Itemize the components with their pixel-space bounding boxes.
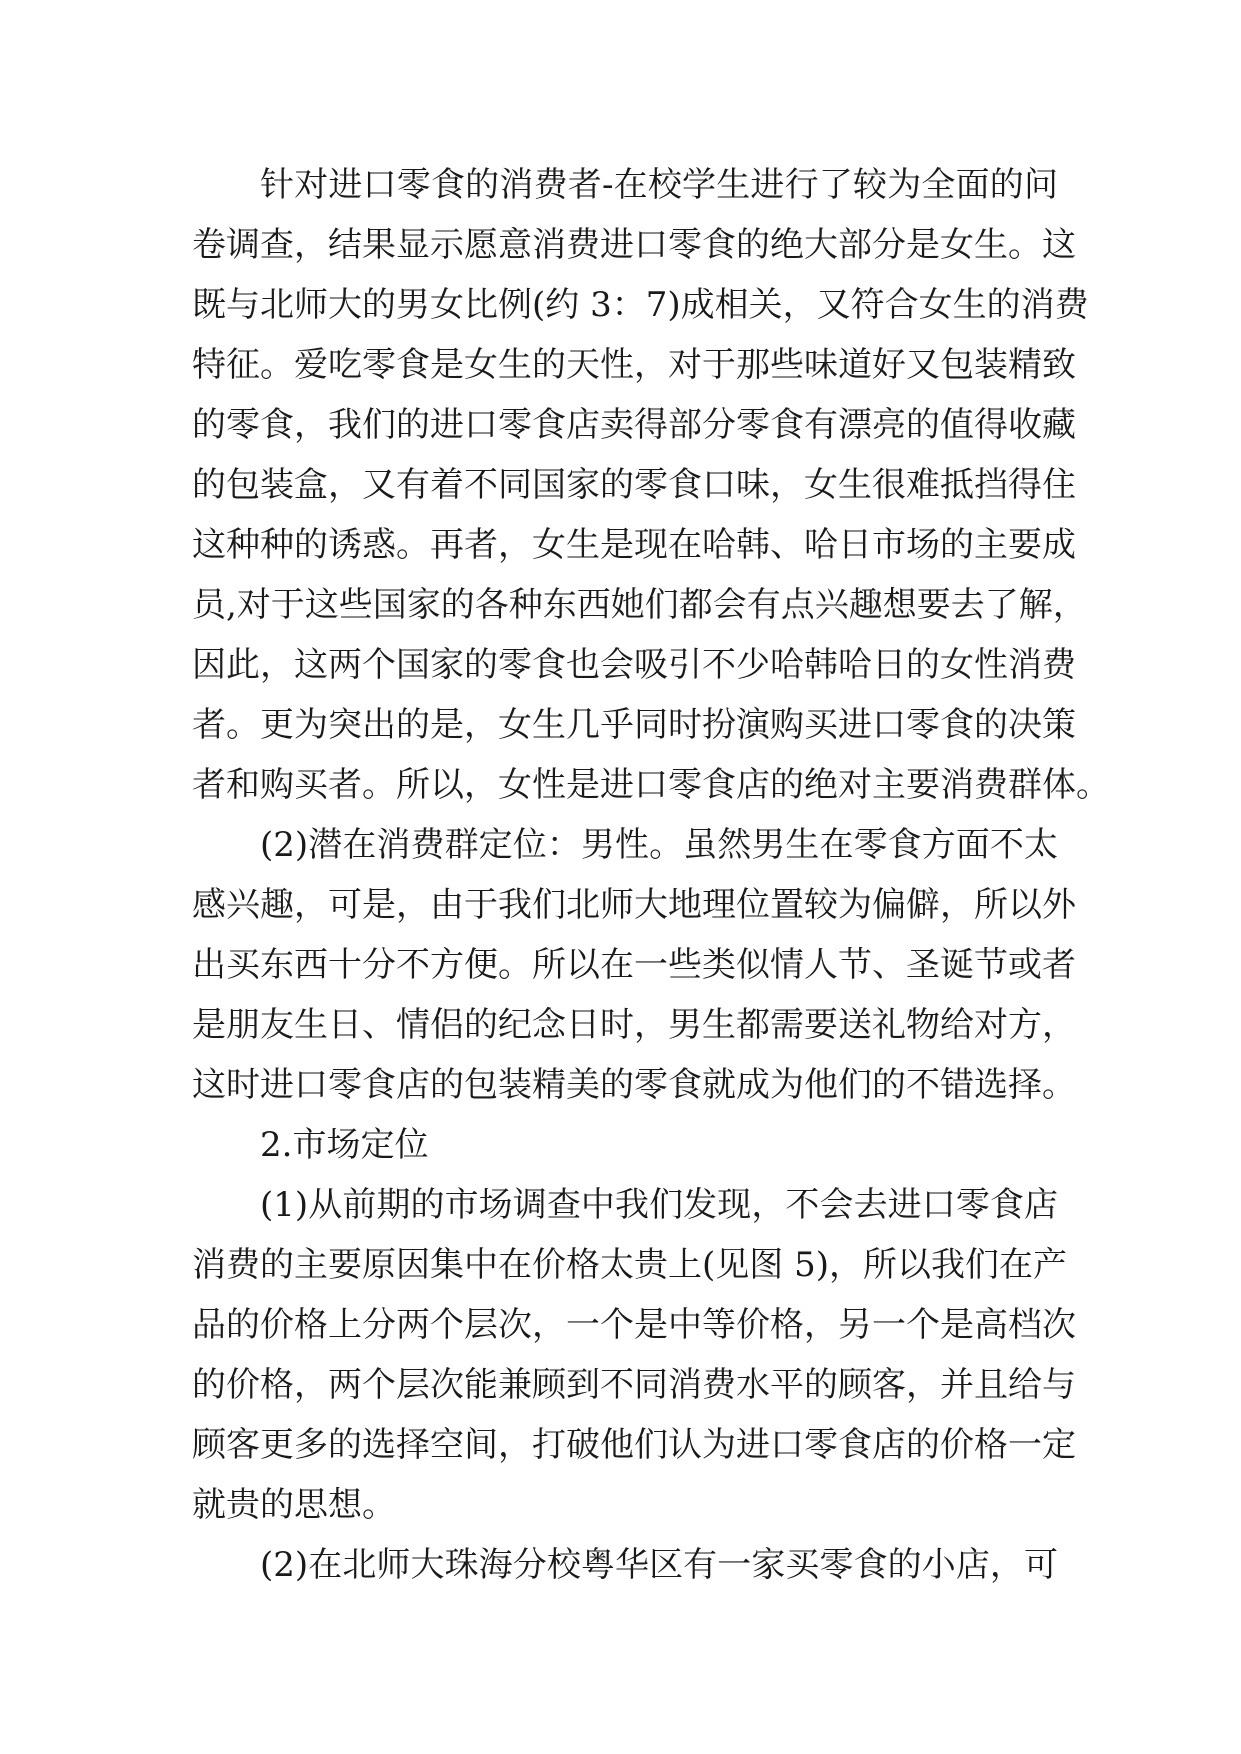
text-line: 这种种的诱惑。再者，女生是现在哈韩、哈日市场的主要成	[192, 525, 1076, 565]
text-line: 品的价格上分两个层次，一个是中等价格，另一个是高档次	[192, 1305, 1076, 1345]
text-line: 这时进口零食店的包装精美的零食就成为他们的不错选择。	[192, 1065, 1076, 1105]
paragraph-pricing	[192, 1175, 1076, 1535]
paragraph-potential-consumers	[192, 815, 1076, 1115]
text-line: 就贵的思想。	[192, 1485, 396, 1525]
text-line: 顾客更多的选择空间，打破他们认为进口零食店的价格一定	[192, 1425, 1076, 1465]
text-line: 的价格，两个层次能兼顾到不同消费水平的顾客，并且给与	[192, 1365, 1076, 1405]
text-line: 的包装盒，又有着不同国家的零食口味，女生很难抵挡得住	[192, 465, 1076, 505]
text-line: 特征。爱吃零食是女生的天性，对于那些味道好又包装精致	[192, 345, 1076, 385]
text-line: 针对进口零食的消费者-在校学生进行了较为全面的问	[260, 165, 1058, 205]
text-line: 的零食，我们的进口零食店卖得部分零食有漂亮的值得收藏	[192, 405, 1076, 445]
text-line: (2)潜在消费群定位：男性。虽然男生在零食方面不太	[260, 825, 1058, 865]
section-heading: 2.市场定位	[260, 1125, 429, 1165]
text-line: 消费的主要原因集中在价格太贵上(见图 5)，所以我们在产	[192, 1245, 1067, 1285]
text-line: 员,对于这些国家的各种东西她们都会有点兴趣想要去了解，	[192, 585, 1087, 625]
text-line: (1)从前期的市场调查中我们发现，不会去进口零食店	[260, 1185, 1058, 1225]
text-line: 卷调查，结果显示愿意消费进口零食的绝大部分是女生。这	[192, 225, 1076, 265]
document-body	[192, 155, 1110, 1595]
section-heading-market-positioning	[192, 1115, 1058, 1175]
text-line: 出买东西十分不方便。所以在一些类似情人节、圣诞节或者	[192, 945, 1076, 985]
text-line: 感兴趣，可是，由于我们北师大地理位置较为偏僻，所以外	[192, 885, 1076, 925]
text-line: 者和购买者。所以，女性是进口零食店的绝对主要消费群体。	[192, 765, 1110, 805]
text-line: 既与北师大的男女比例(约 3：7)成相关，又符合女生的消费	[192, 285, 1089, 325]
paragraph-female-consumers	[192, 155, 1110, 815]
paragraph-campus-store	[192, 1535, 1058, 1595]
text-line: 因此，这两个国家的零食也会吸引不少哈韩哈日的女性消费	[192, 645, 1076, 685]
text-line: 者。更为突出的是，女生几乎同时扮演购买进口零食的决策	[192, 705, 1076, 745]
text-line: (2)在北师大珠海分校粤华区有一家买零食的小店，可	[260, 1545, 1058, 1585]
text-line: 是朋友生日、情侣的纪念日时，男生都需要送礼物给对方，	[192, 1005, 1076, 1045]
